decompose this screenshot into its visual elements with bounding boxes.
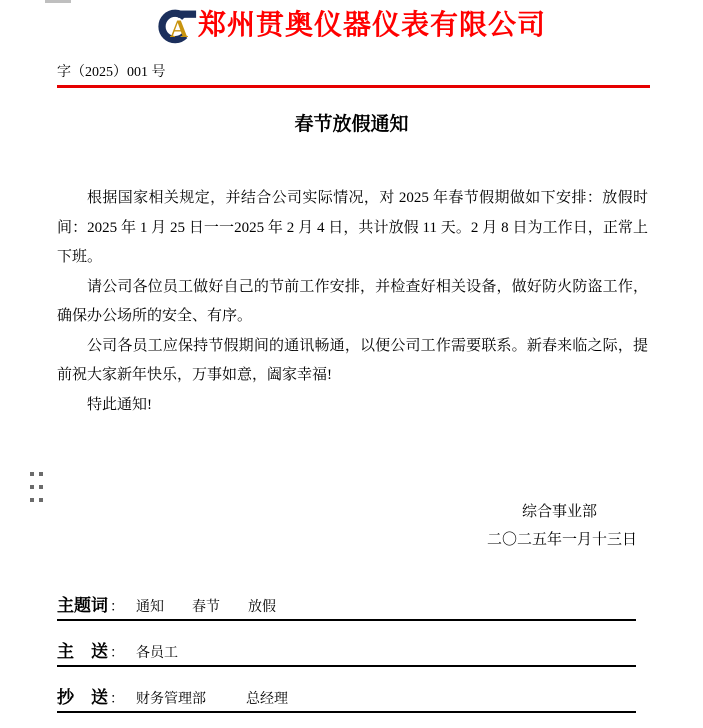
- document-footer: [57, 591, 636, 713]
- paragraph-communication: 公司各员工应保持节假期间的通讯畅通，以便公司工作需要联系。新春来临之际，提前祝大家新年快乐，万事如意，阖家幸福!: [57, 337, 648, 383]
- company-logo-icon: [157, 7, 197, 45]
- colon: ：: [110, 646, 124, 661]
- main-recipients-label: 主 送: [57, 642, 108, 661]
- keyword-spring-festival: 春节: [192, 600, 220, 615]
- paragraph-arrangement: 根据国家相关规定，并结合公司实际情况，对 2025 年春节假期做如下安排：放假时间：2025 年 1 月 25 日一一2025 年 2 月 4 日，共计放假 11 天。2 月 8 日为工作日，正常上下班。: [57, 190, 648, 265]
- colon: ：: [110, 600, 124, 615]
- notice-body: [57, 184, 648, 420]
- cc-general-manager: 总经理: [246, 692, 288, 707]
- keyword-notice: 通知: [136, 600, 164, 615]
- cc-recipients-row: [57, 683, 636, 713]
- main-recipient-all-staff: 各员工: [136, 646, 178, 661]
- colon: ：: [110, 692, 124, 707]
- paragraph-preholiday-work: 请公司各位员工做好自己的节前工作安排，并检查好相关设备，做好防火防盗工作，确保办公场所的安全、有序。: [57, 278, 648, 324]
- keywords-row: [57, 591, 636, 621]
- keyword-holiday: 放假: [248, 600, 276, 615]
- letterhead: [0, 0, 703, 46]
- paragraph-closing: 特此通知!: [87, 396, 152, 413]
- company-name: 郑州贯奥仪器仪表有限公司: [197, 10, 546, 41]
- signature-department: 综合事业部: [521, 504, 597, 520]
- svg-text:A: A: [169, 13, 189, 43]
- keywords-label: 主题词: [57, 596, 108, 615]
- cc-recipients-label: 抄 送: [57, 688, 108, 707]
- document-number: 字（2025）001 号: [57, 65, 166, 80]
- cc-finance-dept: 财务管理部: [136, 692, 206, 707]
- notice-title: 春节放假通知: [294, 114, 409, 135]
- signature-date: 二〇二五年一月十三日: [486, 532, 637, 548]
- scrollbar-fragment: [45, 0, 71, 3]
- main-recipients-row: [57, 637, 636, 667]
- red-divider-line: [57, 85, 650, 88]
- drag-handle-icon[interactable]: [30, 472, 43, 502]
- signature-block: [57, 498, 637, 554]
